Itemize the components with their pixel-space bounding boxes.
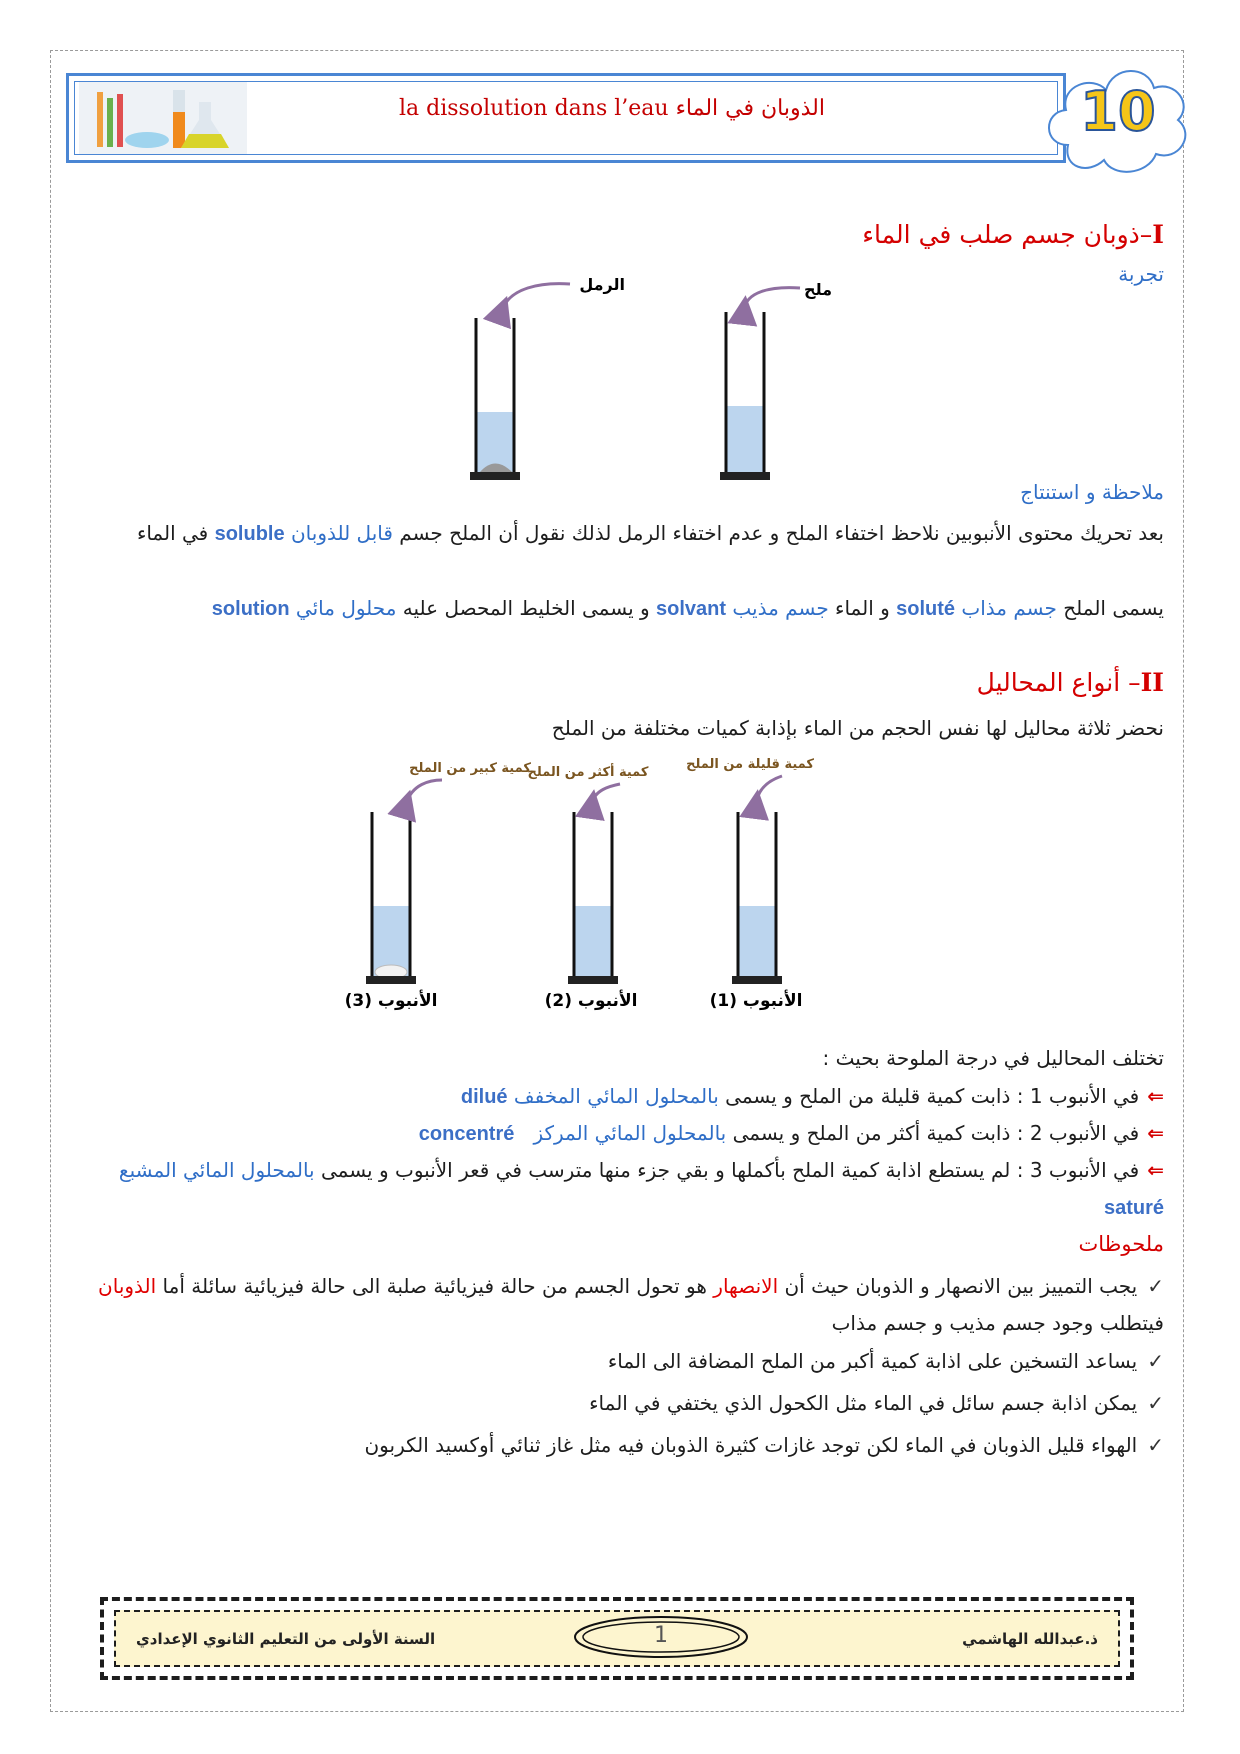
saturated-arabic: بالمحلول المائي المشبع <box>118 1158 315 1182</box>
arrow-icon: ⇐ <box>1147 1121 1164 1145</box>
section2-title <box>977 668 1164 697</box>
sand-label: الرمل <box>579 275 625 294</box>
bullet-3 <box>64 1152 1164 1227</box>
note-4 <box>364 1427 1164 1464</box>
footer <box>100 1597 1134 1680</box>
footer-inner <box>114 1610 1120 1667</box>
soluble-arabic: قابل للذوبان <box>290 521 393 545</box>
tube2-label: الأنبوب (2) <box>544 991 638 1011</box>
bullet-2 <box>64 1115 1164 1153</box>
bullet3-text: في الأنبوب 3 : لم يستطع اذابة كمية الملح بأكملها و بقي جزء منها مترسب في قعر الأنبوب و يسمى <box>314 1158 1140 1182</box>
arrow-icon: ⇐ <box>1147 1084 1164 1108</box>
header-box <box>66 73 1066 163</box>
tube3-label: الأنبوب (3) <box>344 991 438 1011</box>
concentrated-arabic: بالمحلول المائي المركز <box>533 1121 727 1145</box>
salt-label: ملح <box>804 280 832 299</box>
soluble-term: soluble <box>214 523 285 545</box>
label-more-amount: كمية أكثر من الملح <box>527 765 649 780</box>
label-small-amount: كمية قليلة من الملح <box>686 757 814 772</box>
footer-level: السنة الأولى من التعليم الثانوي الإعدادي <box>136 1630 436 1648</box>
tube1-label: الأنبوب (1) <box>709 991 803 1011</box>
page-number: 1 <box>654 1623 668 1648</box>
section1-number: I <box>1152 220 1164 249</box>
dilute-arabic: بالمحلول المائي المخفف <box>513 1084 719 1108</box>
notes-title: ملحوظات <box>1078 1232 1164 1256</box>
bullet1-text: في الأنبوب 1 : ذابت كمية قليلة من الملح و يسمى <box>718 1084 1140 1108</box>
para2-text2: و الماء <box>828 596 897 620</box>
sand-arrow <box>502 284 570 310</box>
tube2-arrow <box>592 784 620 804</box>
check-icon: ✓ <box>1147 1349 1164 1373</box>
salt-arrow <box>744 288 800 310</box>
concentrated-term: concentré <box>418 1123 515 1145</box>
check-icon: ✓ <box>1147 1391 1164 1415</box>
experiment-label: تجربة <box>1118 262 1164 286</box>
bullet-1 <box>64 1078 1164 1116</box>
tube-2 <box>568 812 618 984</box>
note1-text3: فيتطلب وجود جسم مذيب و جسم مذاب <box>831 1311 1164 1335</box>
tube1-arrow <box>756 776 782 804</box>
note-2 <box>608 1343 1164 1380</box>
differ-line: تختلف المحاليل في درجة الملوحة بحيث : <box>822 1046 1164 1070</box>
section2-number: II <box>1140 668 1164 697</box>
saturated-term: saturé <box>1103 1197 1164 1219</box>
bullet2-text: في الأنبوب 2 : ذابت كمية أكثر من الملح و يسمى <box>726 1121 1140 1145</box>
note4-text: الهواء قليل الذوبان في الماء لكن توجد غازات كثيرة الذوبان فيه مثل غاز ثنائي أوكسيد الكربون <box>364 1433 1138 1457</box>
footer-teacher: ذ.عبدالله الهاشمي <box>962 1630 1098 1648</box>
tube-1 <box>732 812 782 984</box>
para1-text: بعد تحريك محتوى الأنبوبين نلاحظ اختفاء الملح و عدم اختفاء الرمل لذلك نقول أن الملح جسم <box>392 521 1164 545</box>
lesson-number: 10 <box>1080 80 1156 143</box>
para1 <box>64 515 1164 553</box>
tube3-arrow <box>406 780 442 804</box>
para2-text3: و يسمى الخليط المحصل عليه <box>396 596 657 620</box>
solvent-arabic: جسم مذيب <box>732 596 829 620</box>
note-1 <box>84 1268 1164 1342</box>
dilute-term: dilué <box>460 1086 508 1108</box>
melting-term: الانصهار <box>713 1274 779 1298</box>
tube-3 <box>366 812 416 984</box>
note2-text: يساعد التسخين على اذابة كمية أكبر من الملح المضافة الى الماء <box>607 1349 1138 1373</box>
note1-text2: هو تحول الجسم من حالة فيزيائية صلبة الى حالة فيزيائية سائلة أما <box>156 1274 714 1298</box>
observation-label: ملاحظة و استنتاج <box>1020 480 1164 504</box>
solvent-term: solvant <box>656 598 727 620</box>
arrow-icon: ⇐ <box>1147 1158 1164 1182</box>
solution-term: solution <box>211 598 290 620</box>
dissolution-term: الذوبان <box>98 1274 157 1298</box>
note3-text: يمكن اذابة جسم سائل في الماء مثل الكحول الذي يختفي في الماء <box>589 1391 1138 1415</box>
section2-title-text: – أنواع المحاليل <box>976 668 1141 697</box>
figure-sand-salt <box>440 270 840 485</box>
lab-glassware-image <box>79 82 247 154</box>
salt-tube <box>720 312 770 480</box>
section2-intro: نحضر ثلاثة محاليل لها نفس الحجم من الماء بإذابة كميات مختلفة من الملح <box>551 716 1164 740</box>
section1-title-text: –ذوبان جسم صلب في الماء <box>862 220 1153 249</box>
para1-end: في الماء <box>136 521 215 545</box>
section1-title <box>862 220 1164 249</box>
para2-text1: يسمى الملح <box>1056 596 1164 620</box>
label-big-amount: كمية كبير من الملح <box>409 761 531 776</box>
note1-text1: يجب التمييز بين الانصهار و الذوبان حيث أن <box>778 1274 1138 1298</box>
figure-three-tubes <box>330 750 850 1015</box>
header-title: la dissolution dans l’eau الذوبان في الماء <box>399 96 825 121</box>
check-icon: ✓ <box>1147 1274 1164 1298</box>
para2 <box>64 590 1164 628</box>
solution-arabic: محلول مائي <box>295 596 397 620</box>
sand-tube <box>470 318 520 480</box>
check-icon: ✓ <box>1147 1433 1164 1457</box>
solute-arabic: جسم مذاب <box>961 596 1057 620</box>
solute-term: soluté <box>896 598 956 620</box>
note-3 <box>589 1385 1164 1422</box>
